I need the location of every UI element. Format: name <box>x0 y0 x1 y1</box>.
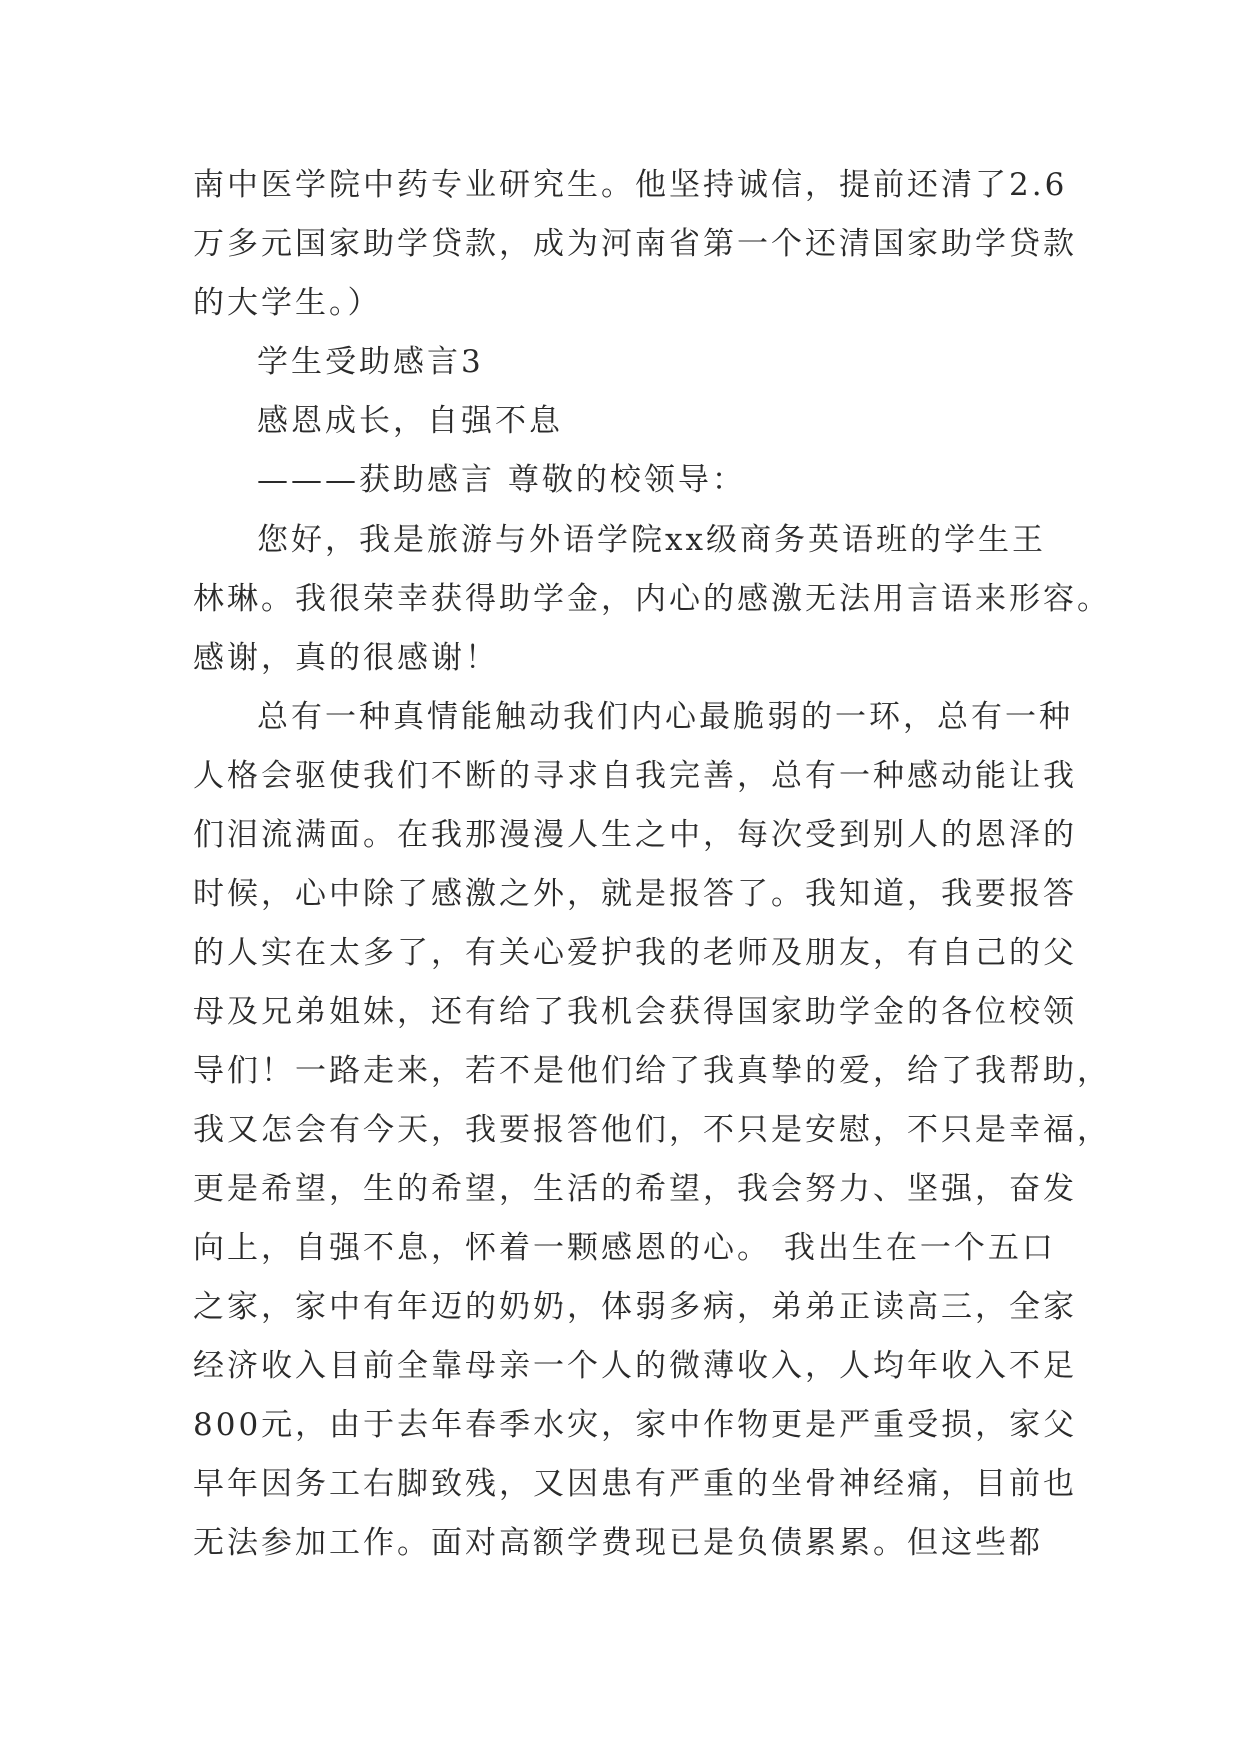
text-line: 经济收入目前全靠母亲一个人的微薄收入，人均年收入不足 <box>193 1348 1077 1384</box>
text-line: 早年因务工右脚致残，又因患有严重的坐骨神经痛，目前也 <box>193 1466 1077 1502</box>
text-line: 时候，心中除了感激之外，就是报答了。我知道，我要报答 <box>193 876 1077 912</box>
text-line: 我又怎会有今天，我要报答他们，不只是安慰，不只是幸福， <box>193 1112 1111 1148</box>
text-line: 之家，家中有年迈的奶奶，体弱多病，弟弟正读高三，全家 <box>193 1289 1077 1325</box>
text-line: 800元，由于去年春季水灾，家中作物更是严重受损，家父 <box>193 1407 1078 1443</box>
text-line: 林琳。我很荣幸获得助学金，内心的感激无法用言语来形容。 <box>193 581 1111 617</box>
text-line: 的人实在太多了，有关心爱护我的老师及朋友，有自己的父 <box>193 935 1077 971</box>
text-line: 您好，我是旅游与外语学院xx级商务英语班的学生王 <box>257 522 1046 558</box>
text-line: 万多元国家助学贷款，成为河南省第一个还清国家助学贷款 <box>193 226 1077 262</box>
text-line: 向上，自强不息，怀着一颗感恩的心。 我出生在一个五口 <box>193 1230 1056 1266</box>
article-subtitle: ———获助感言 尊敬的校领导： <box>257 462 746 498</box>
text-line: 人格会驱使我们不断的寻求自我完善，总有一种感动能让我 <box>193 758 1077 794</box>
section-heading: 学生受助感言3 <box>257 344 484 380</box>
text-line: 无法参加工作。面对高额学费现已是负债累累。但这些都 <box>193 1525 1043 1561</box>
article-title: 感恩成长，自强不息 <box>257 403 563 439</box>
text-line: 南中医学院中药专业研究生。他坚持诚信，提前还清了2.6 <box>193 167 1068 203</box>
text-line: 感谢，真的很感谢！ <box>193 640 499 676</box>
text-line: 导们！一路走来，若不是他们给了我真挚的爱，给了我帮助， <box>193 1053 1111 1089</box>
text-line: 更是希望，生的希望，生活的希望，我会努力、坚强，奋发 <box>193 1171 1077 1207</box>
text-line: 母及兄弟姐妹，还有给了我机会获得国家助学金的各位校领 <box>193 994 1077 1030</box>
text-line: 们泪流满面。在我那漫漫人生之中，每次受到别人的恩泽的 <box>193 817 1077 853</box>
text-line: 总有一种真情能触动我们内心最脆弱的一环，总有一种 <box>257 699 1073 735</box>
text-line: 的大学生。） <box>193 285 382 321</box>
